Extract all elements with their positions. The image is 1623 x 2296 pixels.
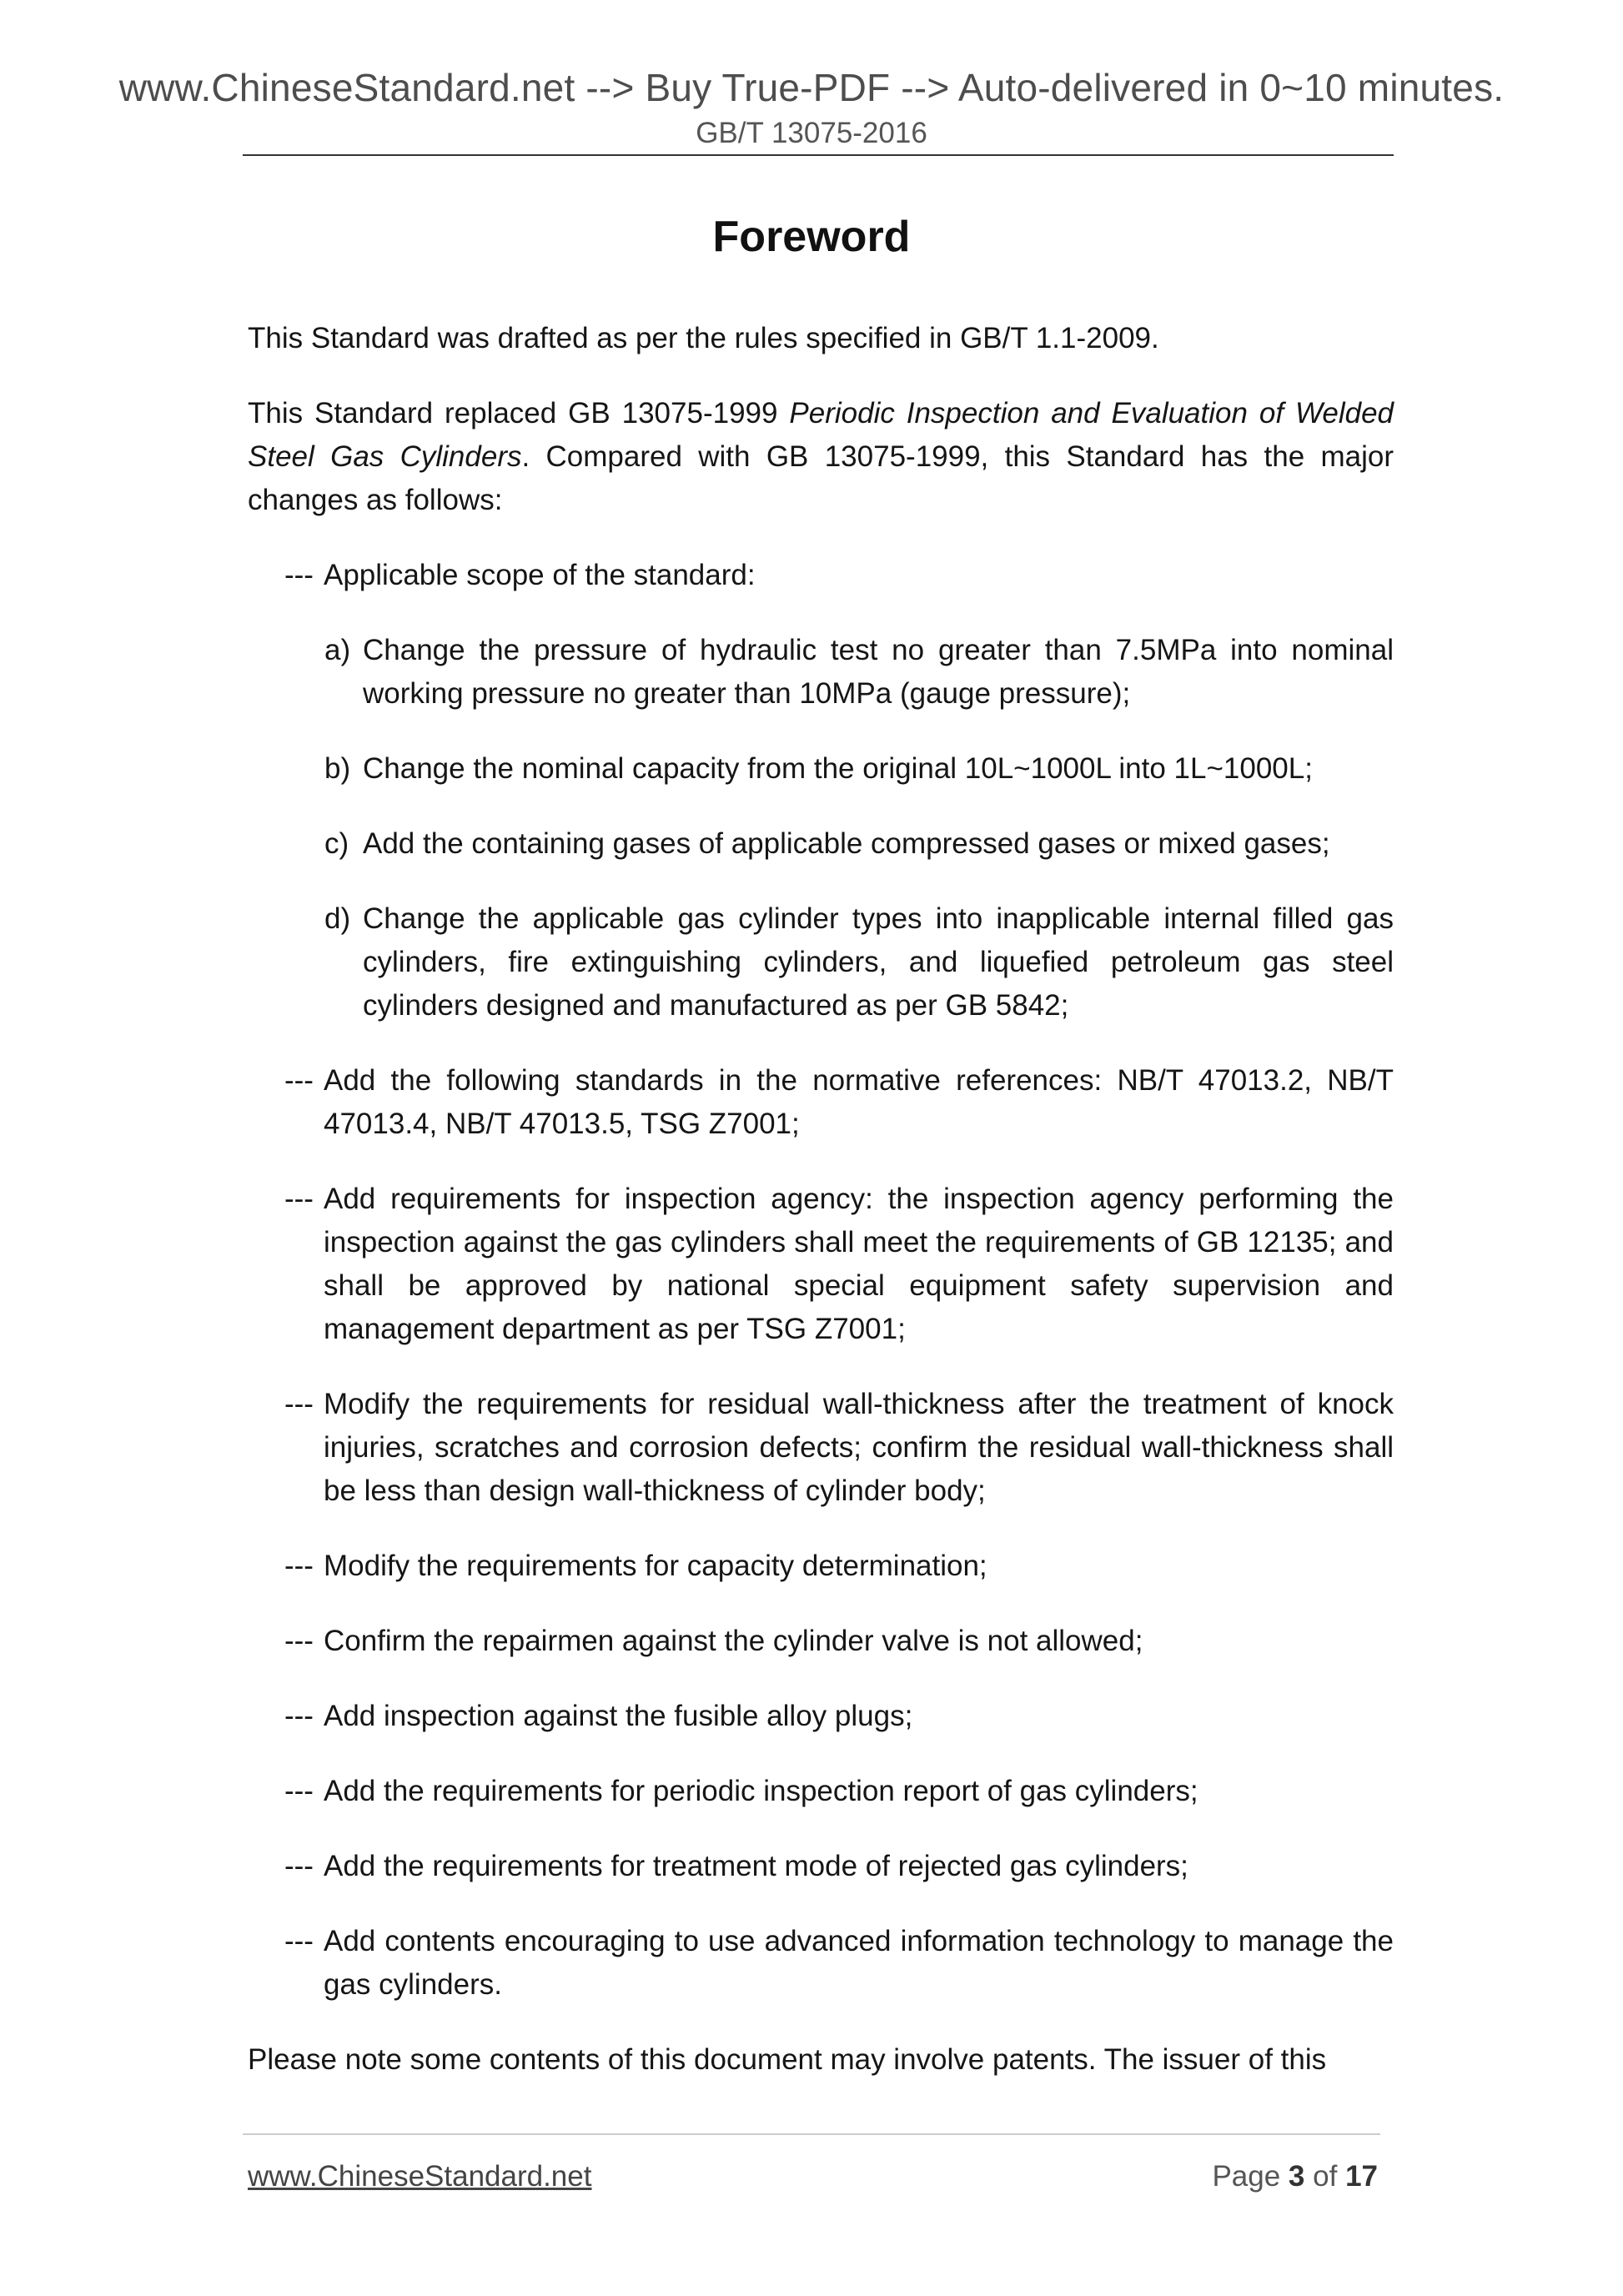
scope-sub-list [248,629,1394,1027]
sub-item-text: Add the containing gases of applicable compressed gases or mixed gases; [363,827,1330,860]
change-item-text: Add the following standards in the normative references: NB/T 47013.2, NB/T 47013.4, NB/T 47013.5, TSG Z7001; [324,1064,1394,1140]
site-banner: www.ChineseStandard.net --> Buy True-PDF --> Auto-delivered in 0~10 minutes. [118,66,1505,109]
sub-item-marker: a) [324,634,351,666]
page-total: 17 [1345,2160,1378,2193]
sub-item-marker: c) [324,827,349,860]
sub-item-d [324,897,1394,1027]
footer-site-link[interactable]: www.ChineseStandard.net [248,2160,592,2193]
footer-rule [243,2133,1380,2135]
change-item-text: Add requirements for inspection agency: the inspection agency performing the inspection against the gas cylinders shall meet the requirements of GB 12135; and shall be approved by national special equipment safety supervision and management department as per TSG Z7001; [324,1183,1394,1345]
change-item [284,1178,1394,1351]
page-title: Foreword [712,213,911,261]
page-prefix: Page [1212,2160,1281,2193]
change-item-text: Add inspection against the fusible alloy plugs; [324,1700,913,1732]
sub-item-b [324,747,1394,791]
sub-item-text: Change the pressure of hydraulic test no greater than 7.5MPa into nominal working pressure no greater than 10MPa (gauge pressure); [363,634,1394,710]
dash-marker: --- [284,1064,314,1097]
page-of: of [1313,2160,1338,2193]
standard-code: GB/T 13075-2016 [696,117,927,149]
change-item [284,1620,1394,1663]
sub-item-text: Change the nominal capacity from the original 10L~1000L into 1L~1000L; [363,752,1313,785]
dash-marker: --- [284,1700,314,1732]
sub-item-a [324,629,1394,716]
header-rule [243,154,1394,156]
replaced-standard-title: Periodic Inspection and Evaluation of Welded Steel Gas Cylinders [248,397,1394,473]
dash-marker: --- [284,1850,314,1882]
change-item-text: Confirm the repairmen against the cylinder valve is not allowed; [324,1625,1143,1657]
change-item-text: Applicable scope of the standard: [324,559,756,591]
intro-paragraph-1: This Standard was drafted as per the rules specified in GB/T 1.1-2009. [248,322,1159,354]
dash-marker: --- [284,1550,314,1582]
sub-item-c [324,822,1394,866]
change-item [284,1383,1394,1513]
sub-item-marker: d) [324,902,351,935]
change-item-text: Add the requirements for periodic inspection report of gas cylinders; [324,1775,1198,1807]
document-body [248,317,1394,2082]
dash-marker: --- [284,1388,314,1420]
page-number [1212,2160,1378,2193]
change-item [284,1920,1394,2007]
page-current: 3 [1288,2160,1305,2193]
dash-marker: --- [284,1625,314,1657]
change-item-text: Add the requirements for treatment mode of rejected gas cylinders; [324,1850,1188,1882]
change-item [284,1770,1394,1813]
dash-marker: --- [284,1775,314,1807]
dash-marker: --- [284,1925,314,1957]
change-item [284,1059,1394,1146]
sub-item-text: Change the applicable gas cylinder types into inapplicable internal filled gas cylinders, fire extinguishing cylinders, and liquefied petroleum gas steel cylinders designed and manufactured as per GB 5842; [363,902,1394,1022]
change-item [284,1695,1394,1738]
change-item-text: Modify the requirements for capacity determination; [324,1550,987,1582]
sub-item-marker: b) [324,752,351,785]
intro-p2-start: This Standard replaced GB 13075-1999 [248,397,790,430]
dash-marker: --- [284,559,314,591]
change-item [284,1545,1394,1588]
change-item-text: Add contents encouraging to use advanced information technology to manage the gas cylinders. [324,1925,1394,2001]
intro-paragraph-2 [248,392,1394,522]
change-item-scope [284,554,1394,597]
change-item-text: Modify the requirements for residual wall-thickness after the treatment of knock injuries, scratches and corrosion defects; confirm the residual wall-thickness shall be less than design wall-thickness of cylinder body; [324,1388,1394,1507]
intro-p2-end: . Compared with GB 13075-1999, this Standard has the major changes as follows: [248,440,1394,516]
change-item [284,1845,1394,1888]
dash-marker: --- [284,1183,314,1215]
closing-paragraph: Please note some contents of this document may involve patents. The issuer of this [248,2043,1327,2076]
